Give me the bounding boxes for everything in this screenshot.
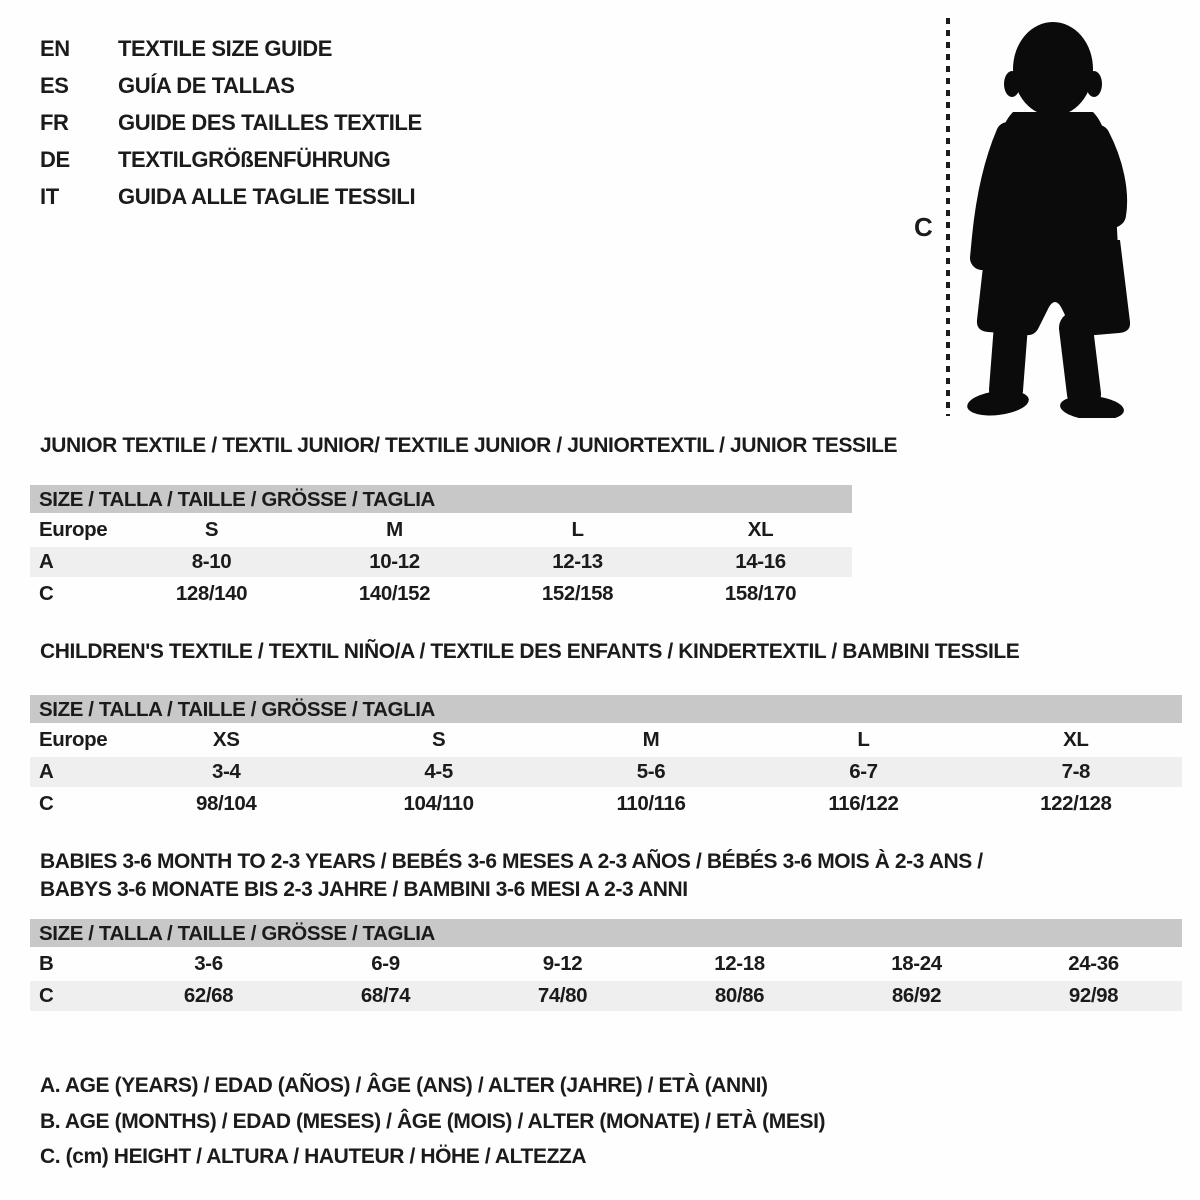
- size-value-cell: 8-10: [191, 550, 232, 573]
- language-title-list: [40, 30, 422, 215]
- row-label: A: [39, 760, 54, 783]
- section-title-line2: BABYS 3-6 MONATE BIS 2-3 JAHRE / BAMBINI 3-6 MESI A 2-3 ANNI: [40, 878, 688, 901]
- row-label: C: [39, 792, 54, 815]
- size-table-row: [30, 981, 1182, 1011]
- size-value-cell: 80/86: [714, 984, 765, 1007]
- size-table-row: [30, 723, 1182, 757]
- size-table-row: [30, 547, 852, 577]
- size-table-header-bar: SIZE / TALLA / TAILLE / GRÖSSE / TAGLIA: [30, 695, 1182, 723]
- size-value-cell: 18-24: [891, 952, 942, 975]
- toddler-silhouette-icon: [956, 12, 1138, 418]
- row-label: Europe: [39, 728, 108, 751]
- size-table-row: [30, 787, 1182, 821]
- legend-line: C. (cm) HEIGHT / ALTURA / HAUTEUR / HÖHE / ALTEZZA: [40, 1145, 587, 1168]
- section-title: CHILDREN'S TEXTILE / TEXTIL NIÑO/A / TEXTILE DES ENFANTS / KINDERTEXTIL / BAMBINI TESSILE: [40, 640, 1020, 663]
- size-value-cell: 74/80: [537, 984, 588, 1007]
- language-row: [40, 104, 422, 141]
- size-table-row: [30, 577, 852, 611]
- language-code: ES: [40, 73, 69, 98]
- legend-notes: [40, 1068, 825, 1175]
- row-label: Europe: [39, 518, 108, 541]
- size-value-cell: 110/116: [616, 792, 686, 815]
- size-table-header-bar: SIZE / TALLA / TAILLE / GRÖSSE / TAGLIA: [30, 485, 852, 513]
- size-value-cell: 128/140: [175, 582, 248, 605]
- size-section-babies: [30, 849, 1182, 1011]
- guide-title-text: GUIDE DES TAILLES TEXTILE: [118, 110, 422, 135]
- size-value-cell: 6-7: [849, 760, 878, 783]
- row-label: C: [39, 582, 54, 605]
- size-value-cell: 12-18: [714, 952, 765, 975]
- size-value-cell: S: [204, 518, 219, 541]
- size-value-cell: 116/122: [828, 792, 899, 815]
- size-value-cell: 6-9: [371, 952, 400, 975]
- size-value-cell: 92/98: [1068, 984, 1119, 1007]
- size-value-cell: 9-12: [542, 952, 583, 975]
- size-value-cell: 104/110: [403, 792, 474, 815]
- height-dashed-line: [946, 18, 950, 416]
- guide-title-text: GUIDA ALLE TAGLIE TESSILI: [118, 184, 416, 209]
- size-table-row: [30, 947, 1182, 981]
- size-value-cell: M: [386, 518, 403, 541]
- size-table-row: [30, 757, 1182, 787]
- size-table-row: [30, 513, 852, 547]
- size-section-junior: [30, 433, 898, 611]
- language-row: [40, 30, 422, 67]
- size-value-cell: 122/128: [1040, 792, 1112, 815]
- row-label: A: [39, 550, 54, 573]
- size-value-cell: 4-5: [424, 760, 453, 783]
- row-label: B: [39, 952, 54, 975]
- size-value-cell: 158/170: [724, 582, 797, 605]
- size-value-cell: XL: [1063, 728, 1089, 751]
- size-value-cell: L: [857, 728, 870, 751]
- size-table-rows: [30, 947, 1182, 1011]
- guide-title-text: GUÍA DE TALLAS: [118, 73, 295, 98]
- language-code: EN: [40, 36, 70, 61]
- size-table-header-bar: SIZE / TALLA / TAILLE / GRÖSSE / TAGLIA: [30, 919, 1182, 947]
- size-value-cell: XS: [212, 728, 240, 751]
- size-value-cell: 98/104: [196, 792, 257, 815]
- section-title: BABIES 3-6 MONTH TO 2-3 YEARS / BEBÉS 3-6 MESES A 2-3 AÑOS / BÉBÉS 3-6 MOIS À 2-3 ANS /: [40, 850, 983, 873]
- size-value-cell: 3-4: [211, 760, 241, 783]
- size-value-cell: 3-6: [194, 952, 223, 975]
- size-table: [30, 695, 1182, 821]
- size-table-rows: [30, 723, 1182, 821]
- size-table-rows: [30, 513, 852, 611]
- legend-line: A. AGE (YEARS) / EDAD (AÑOS) / ÂGE (ANS) / ALTER (JAHRE) / ETÀ (ANNI): [40, 1074, 768, 1097]
- guide-title-text: TEXTILGRÖßENFÜHRUNG: [118, 147, 391, 172]
- language-code: DE: [40, 147, 70, 172]
- guide-title-text: TEXTILE SIZE GUIDE: [118, 36, 333, 61]
- size-value-cell: 5-6: [636, 760, 666, 783]
- size-value-cell: 10-12: [369, 550, 420, 573]
- language-row: [40, 141, 422, 178]
- row-label: C: [39, 984, 54, 1007]
- size-value-cell: 68/74: [360, 984, 411, 1007]
- size-value-cell: 12-13: [552, 550, 603, 573]
- size-value-cell: M: [642, 728, 660, 751]
- language-code: FR: [40, 110, 69, 135]
- size-value-cell: 24-36: [1068, 952, 1119, 975]
- size-section-children: [30, 639, 1182, 821]
- section-title: JUNIOR TEXTILE / TEXTIL JUNIOR/ TEXTILE JUNIOR / JUNIORTEXTIL / JUNIOR TESSILE: [40, 434, 898, 457]
- height-measure-label: C: [914, 212, 933, 242]
- size-value-cell: 140/152: [358, 582, 431, 605]
- size-value-cell: 7-8: [1061, 760, 1091, 783]
- size-value-cell: L: [571, 518, 584, 541]
- legend-line: B. AGE (MONTHS) / EDAD (MESES) / ÂGE (MOIS) / ALTER (MONATE) / ETÀ (MESI): [40, 1109, 826, 1133]
- size-value-cell: 62/68: [183, 984, 234, 1007]
- size-value-cell: XL: [747, 518, 774, 541]
- size-value-cell: S: [431, 728, 446, 751]
- language-row: [40, 67, 422, 104]
- language-row: [40, 178, 422, 215]
- size-table: [30, 485, 852, 611]
- size-value-cell: 86/92: [891, 984, 942, 1007]
- size-table: [30, 919, 1182, 1011]
- language-code: IT: [40, 184, 59, 209]
- size-value-cell: 152/158: [541, 582, 614, 605]
- size-value-cell: 14-16: [735, 550, 786, 573]
